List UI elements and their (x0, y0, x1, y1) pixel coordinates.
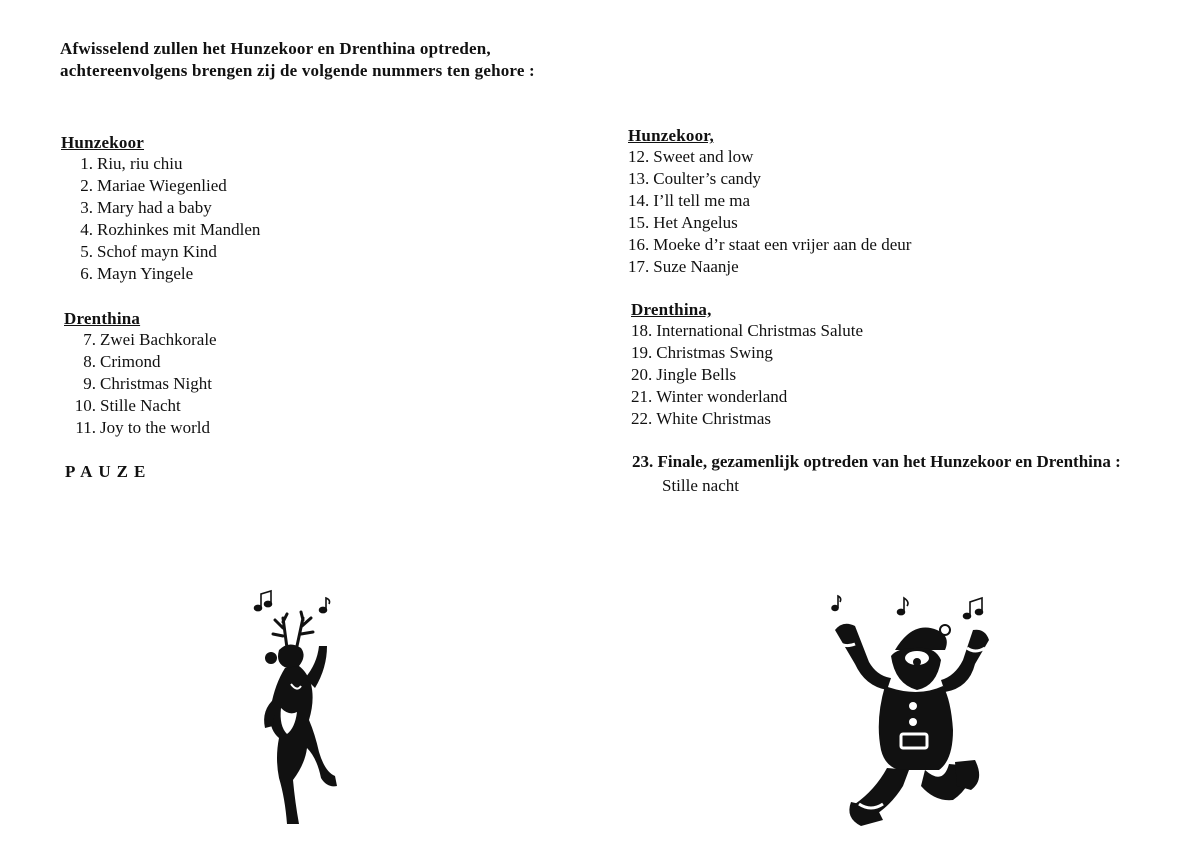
item-number: 5. (80, 242, 93, 261)
list-item (628, 190, 911, 212)
item-title: Christmas Swing (656, 343, 773, 362)
singing-santa-icon (825, 590, 1000, 835)
list-item (631, 342, 863, 364)
pauze-label: PAUZE (65, 462, 152, 481)
item-title: Rozhinkes mit Mandlen (97, 220, 261, 239)
item-number: 17. (628, 257, 650, 276)
list-item (631, 386, 863, 408)
item-number: 19. (631, 343, 653, 362)
item-title: Joy to the world (100, 418, 211, 437)
list-item (61, 263, 260, 285)
right-drenthina-section (631, 300, 863, 430)
intro-line-1: Afwisselend zullen het Hunzekoor en Drenthina optreden, (60, 39, 491, 58)
intro-text (60, 38, 535, 82)
list-item (61, 175, 260, 197)
list-item (628, 168, 911, 190)
list-item (64, 373, 217, 395)
item-number: 4. (80, 220, 93, 239)
item-title: Winter wonderland (656, 387, 788, 406)
list-item (64, 351, 217, 373)
item-number: 15. (628, 213, 650, 232)
list-item (61, 241, 260, 263)
item-title: Moeke d’r staat een vrijer aan de deur (653, 235, 912, 254)
list-item (64, 395, 217, 417)
right-hunzekoor-section (628, 126, 911, 278)
list-item (61, 153, 260, 175)
item-number: 21. (631, 387, 653, 406)
list-item (61, 197, 260, 219)
section-heading: Hunzekoor (61, 133, 145, 152)
item-title: Christmas Night (100, 374, 212, 393)
item-title: Suze Naanje (653, 257, 739, 276)
item-number: 12. (628, 147, 650, 166)
finale-block (632, 450, 1121, 498)
item-title: Stille Nacht (100, 396, 181, 415)
item-number: 3. (80, 198, 93, 217)
item-number: 2. (80, 176, 93, 195)
list-item (631, 320, 863, 342)
list-item (61, 219, 260, 241)
left-hunzekoor-section (61, 133, 260, 285)
item-number: 18. (631, 321, 653, 340)
item-number: 1. (80, 154, 93, 173)
item-title: Zwei Bachkorale (100, 330, 217, 349)
item-title: Mariae Wiegenlied (97, 176, 227, 195)
item-number: 14. (628, 191, 650, 210)
item-title: White Christmas (656, 409, 771, 428)
item-title: Mary had a baby (97, 198, 212, 217)
finale-song: Stille nacht (662, 476, 739, 495)
item-title: Jingle Bells (656, 365, 737, 384)
item-number: 9. (83, 374, 96, 393)
item-title: Het Angelus (653, 213, 738, 232)
list-item (628, 256, 911, 278)
item-number: 10. (74, 396, 96, 415)
item-number: 13. (628, 169, 650, 188)
item-number: 7. (83, 330, 96, 349)
item-title: Sweet and low (653, 147, 754, 166)
section-heading: Drenthina (64, 309, 141, 328)
item-title: International Christmas Salute (656, 321, 864, 340)
section-heading: Drenthina, (631, 300, 712, 319)
list-item (64, 329, 217, 351)
item-title: Mayn Yingele (97, 264, 194, 283)
item-title: Schof mayn Kind (97, 242, 217, 261)
item-number: 11. (75, 418, 96, 437)
item-number: 8. (83, 352, 96, 371)
section-heading: Hunzekoor, (628, 126, 714, 145)
list-item (628, 146, 911, 168)
item-number: 20. (631, 365, 653, 384)
item-title: Coulter’s candy (653, 169, 762, 188)
left-drenthina-section (64, 309, 217, 439)
item-title: Riu, riu chiu (97, 154, 183, 173)
item-number: 6. (80, 264, 93, 283)
finale-title: 23. Finale, gezamenlijk optreden van het Hunzekoor en Drenthina : (632, 452, 1121, 471)
list-item (628, 234, 911, 256)
intro-line-2: achtereenvolgens brengen zij de volgende nummers ten gehore : (60, 61, 535, 80)
item-title: Crimond (100, 352, 161, 371)
list-item (628, 212, 911, 234)
item-number: 16. (628, 235, 650, 254)
dancing-reindeer-icon (245, 588, 345, 833)
list-item (631, 408, 863, 430)
list-item (64, 417, 217, 439)
item-title: I’ll tell me ma (653, 191, 751, 210)
item-number: 22. (631, 409, 653, 428)
list-item (631, 364, 863, 386)
